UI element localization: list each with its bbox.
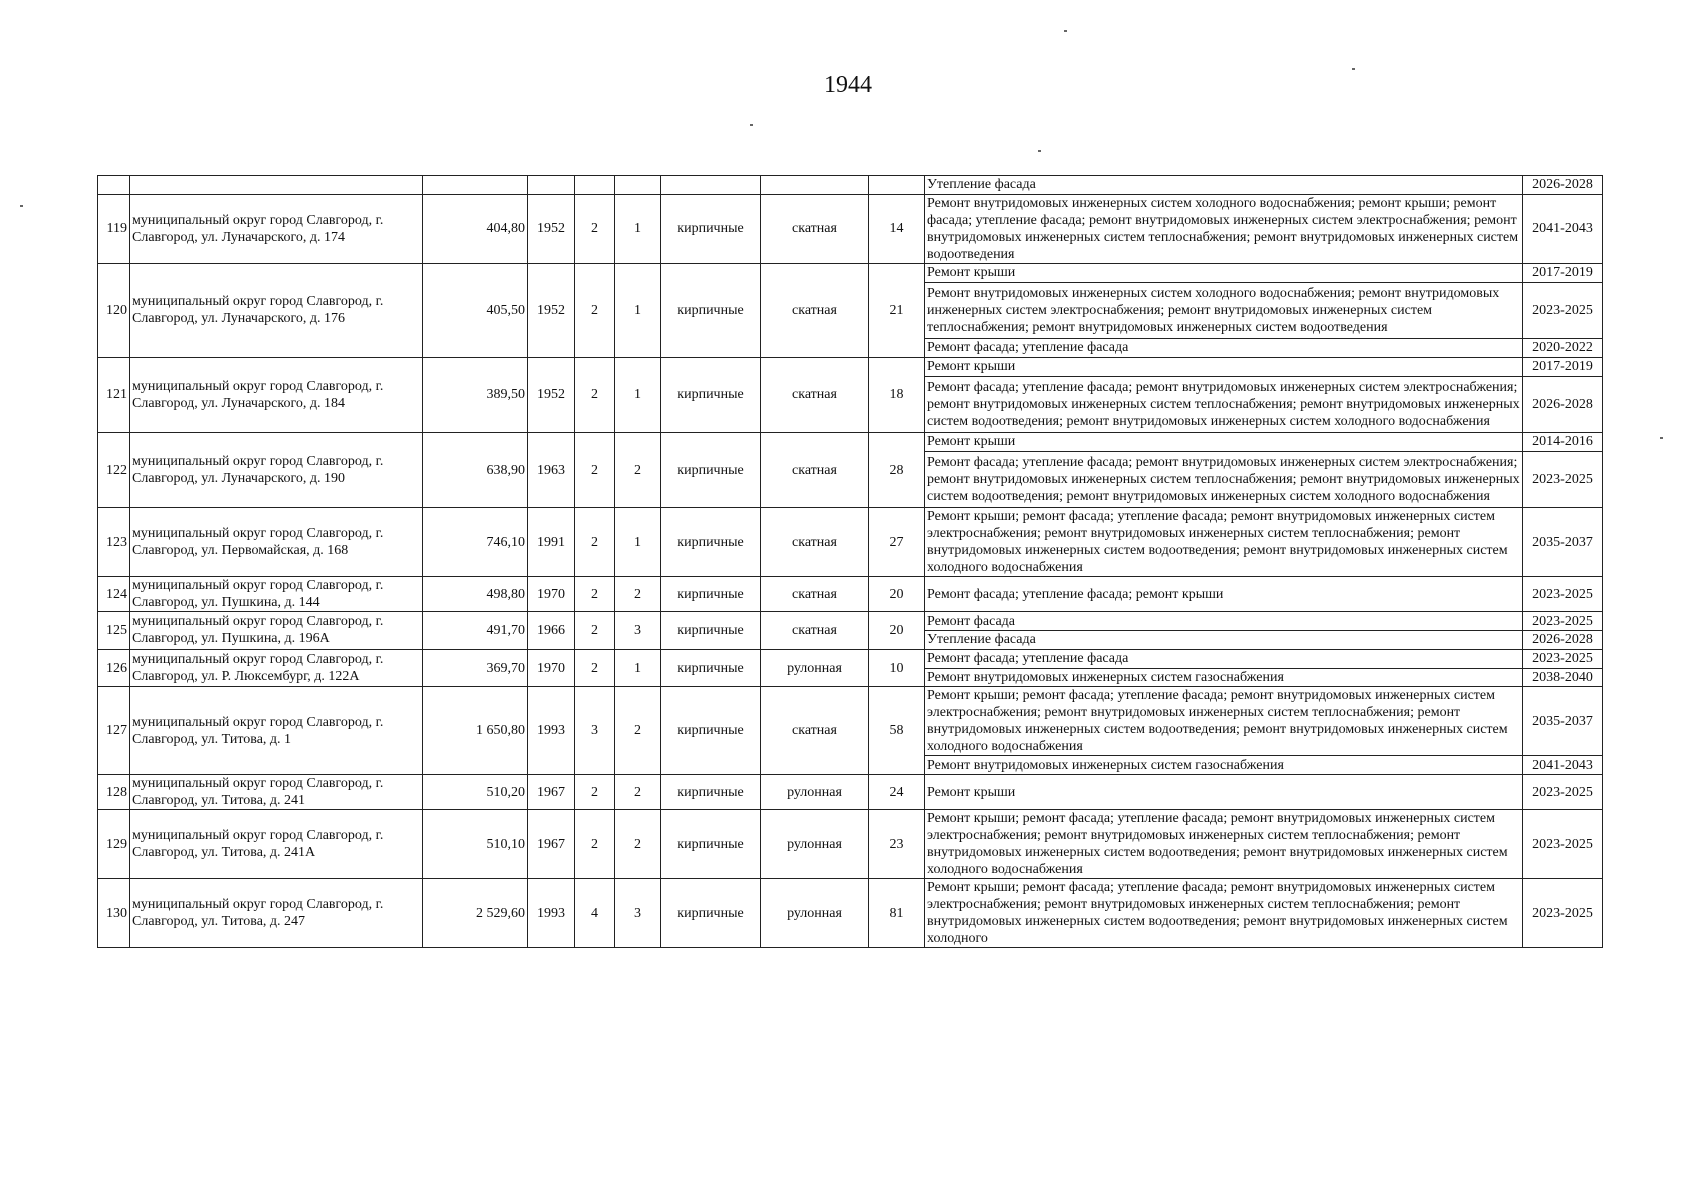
work-period: 2023-2025 — [1523, 775, 1603, 810]
work-period: 2023-2025 — [1523, 879, 1603, 948]
empty-cell — [869, 176, 925, 195]
row-number: 126 — [98, 649, 130, 687]
area-cell: 510,10 — [423, 810, 528, 879]
work-period: 2017-2019 — [1523, 357, 1603, 376]
floors-cell: 4 — [575, 879, 615, 948]
year-cell: 1993 — [528, 687, 575, 775]
row-number: 121 — [98, 357, 130, 432]
work-period: 2014-2016 — [1523, 432, 1603, 451]
wall-material-cell: кирпичные — [661, 508, 761, 577]
area-cell: 369,70 — [423, 649, 528, 687]
year-cell: 1963 — [528, 432, 575, 507]
table-row — [98, 357, 1603, 376]
table-row — [98, 263, 1603, 282]
area-cell: 510,20 — [423, 775, 528, 810]
apartments-cell: 14 — [869, 194, 925, 263]
area-cell: 491,70 — [423, 612, 528, 650]
floors-cell: 2 — [575, 810, 615, 879]
scan-speck — [20, 205, 23, 207]
wall-material-cell: кирпичные — [661, 577, 761, 612]
wall-material-cell: кирпичные — [661, 810, 761, 879]
address-cell: муниципальный округ город Славгород, г. Славгород, ул. Пушкина, д. 144 — [130, 577, 423, 612]
scan-speck — [1352, 68, 1355, 70]
entrances-cell: 2 — [615, 577, 661, 612]
row-number: 128 — [98, 775, 130, 810]
floors-cell: 2 — [575, 649, 615, 687]
table-row — [98, 194, 1603, 263]
floors-cell: 3 — [575, 687, 615, 775]
work-description: Утепление фасада — [925, 176, 1523, 195]
row-number: 122 — [98, 432, 130, 507]
row-number: 129 — [98, 810, 130, 879]
work-description: Ремонт крыши — [925, 263, 1523, 282]
entrances-cell: 3 — [615, 612, 661, 650]
area-cell: 638,90 — [423, 432, 528, 507]
work-description: Ремонт крыши — [925, 357, 1523, 376]
work-description: Утепление фасада — [925, 630, 1523, 649]
address-cell: муниципальный округ город Славгород, г. Славгород, ул. Титова, д. 241 — [130, 775, 423, 810]
table-row-continued — [98, 176, 1603, 195]
page-number: 1944 — [824, 72, 872, 98]
address-cell: муниципальный округ город Славгород, г. Славгород, ул. Титова, д. 241А — [130, 810, 423, 879]
roof-type-cell: скатная — [761, 687, 869, 775]
apartments-cell: 81 — [869, 879, 925, 948]
apartments-cell: 20 — [869, 612, 925, 650]
apartments-cell: 27 — [869, 508, 925, 577]
empty-cell — [761, 176, 869, 195]
work-description: Ремонт внутридомовых инженерных систем газоснабжения — [925, 756, 1523, 775]
area-cell: 405,50 — [423, 263, 528, 357]
apartments-cell: 10 — [869, 649, 925, 687]
entrances-cell: 1 — [615, 357, 661, 432]
floors-cell: 2 — [575, 432, 615, 507]
table-row — [98, 879, 1603, 948]
entrances-cell: 1 — [615, 649, 661, 687]
housing-repair-table — [97, 175, 1603, 948]
entrances-cell: 3 — [615, 879, 661, 948]
wall-material-cell: кирпичные — [661, 263, 761, 357]
address-cell: муниципальный округ город Славгород, г. Славгород, ул. Луначарского, д. 190 — [130, 432, 423, 507]
area-cell: 404,80 — [423, 194, 528, 263]
year-cell: 1993 — [528, 879, 575, 948]
roof-type-cell: рулонная — [761, 775, 869, 810]
apartments-cell: 20 — [869, 577, 925, 612]
roof-type-cell: скатная — [761, 357, 869, 432]
row-number: 127 — [98, 687, 130, 775]
table-row — [98, 649, 1603, 668]
floors-cell: 2 — [575, 263, 615, 357]
table-row — [98, 612, 1603, 631]
work-description: Ремонт внутридомовых инженерных систем холодного водоснабжения; ремонт внутридомовых инженерных систем электроснабжения; ремонт внутридомовых инженерных систем теплоснабжения; ремонт внутридомовых инженерных систем водоотведения — [925, 282, 1523, 338]
roof-type-cell: рулонная — [761, 879, 869, 948]
floors-cell: 2 — [575, 577, 615, 612]
table-row — [98, 432, 1603, 451]
work-period: 2041-2043 — [1523, 194, 1603, 263]
floors-cell: 2 — [575, 194, 615, 263]
scan-speck — [1660, 437, 1663, 439]
scan-speck — [1038, 150, 1041, 152]
work-period: 2035-2037 — [1523, 687, 1603, 756]
roof-type-cell: скатная — [761, 263, 869, 357]
work-period: 2023-2025 — [1523, 612, 1603, 631]
year-cell: 1952 — [528, 263, 575, 357]
floors-cell: 2 — [575, 612, 615, 650]
work-period: 2038-2040 — [1523, 668, 1603, 687]
table-row — [98, 810, 1603, 879]
empty-cell — [615, 176, 661, 195]
empty-cell — [130, 176, 423, 195]
table-row — [98, 577, 1603, 612]
row-number: 120 — [98, 263, 130, 357]
roof-type-cell: скатная — [761, 508, 869, 577]
row-number: 125 — [98, 612, 130, 650]
table-row — [98, 508, 1603, 577]
year-cell: 1970 — [528, 577, 575, 612]
work-description: Ремонт крыши — [925, 432, 1523, 451]
table-row — [98, 775, 1603, 810]
empty-cell — [528, 176, 575, 195]
apartments-cell: 21 — [869, 263, 925, 357]
floors-cell: 2 — [575, 357, 615, 432]
row-number: 119 — [98, 194, 130, 263]
work-period: 2026-2028 — [1523, 630, 1603, 649]
work-description: Ремонт внутридомовых инженерных систем холодного водоснабжения; ремонт крыши; ремонт фасада; утепление фасада; ремонт внутридомовых инженерных систем электроснабжения; ремонт внутридомовых инженерных систем теплоснабжения; ремонт внутридомовых инженерных систем водоотведения — [925, 194, 1523, 263]
work-period: 2020-2022 — [1523, 338, 1603, 357]
table-row — [98, 687, 1603, 756]
scan-speck — [750, 124, 753, 126]
area-cell: 746,10 — [423, 508, 528, 577]
work-period: 2023-2025 — [1523, 810, 1603, 879]
work-period: 2023-2025 — [1523, 577, 1603, 612]
area-cell: 498,80 — [423, 577, 528, 612]
work-period: 2035-2037 — [1523, 508, 1603, 577]
address-cell: муниципальный округ город Славгород, г. Славгород, ул. Луначарского, д. 184 — [130, 357, 423, 432]
entrances-cell: 2 — [615, 775, 661, 810]
floors-cell: 2 — [575, 508, 615, 577]
work-description: Ремонт фасада; утепление фасада — [925, 338, 1523, 357]
wall-material-cell: кирпичные — [661, 612, 761, 650]
year-cell: 1970 — [528, 649, 575, 687]
roof-type-cell: скатная — [761, 194, 869, 263]
address-cell: муниципальный округ город Славгород, г. Славгород, ул. Луначарского, д. 176 — [130, 263, 423, 357]
work-description: Ремонт крыши — [925, 775, 1523, 810]
empty-cell — [661, 176, 761, 195]
area-cell: 389,50 — [423, 357, 528, 432]
year-cell: 1966 — [528, 612, 575, 650]
work-description: Ремонт фасада; утепление фасада; ремонт крыши — [925, 577, 1523, 612]
roof-type-cell: скатная — [761, 577, 869, 612]
row-number: 130 — [98, 879, 130, 948]
address-cell: муниципальный округ город Славгород, г. Славгород, ул. Луначарского, д. 174 — [130, 194, 423, 263]
address-cell: муниципальный округ город Славгород, г. Славгород, ул. Р. Люксембург, д. 122А — [130, 649, 423, 687]
entrances-cell: 2 — [615, 687, 661, 775]
roof-type-cell: скатная — [761, 432, 869, 507]
work-period: 2041-2043 — [1523, 756, 1603, 775]
address-cell: муниципальный округ город Славгород, г. Славгород, ул. Первомайская, д. 168 — [130, 508, 423, 577]
year-cell: 1991 — [528, 508, 575, 577]
entrances-cell: 1 — [615, 194, 661, 263]
wall-material-cell: кирпичные — [661, 194, 761, 263]
work-period: 2026-2028 — [1523, 376, 1603, 432]
roof-type-cell: скатная — [761, 612, 869, 650]
wall-material-cell: кирпичные — [661, 432, 761, 507]
entrances-cell: 2 — [615, 432, 661, 507]
area-cell: 1 650,80 — [423, 687, 528, 775]
wall-material-cell: кирпичные — [661, 687, 761, 775]
empty-cell — [575, 176, 615, 195]
work-description: Ремонт крыши; ремонт фасада; утепление фасада; ремонт внутридомовых инженерных систем электроснабжения; ремонт внутридомовых инженерных систем теплоснабжения; ремонт внутридомовых инженерных систем водоотведения; ремонт внутридомовых инженерных систем холодного водоснабжения — [925, 810, 1523, 879]
work-description: Ремонт фасада; утепление фасада; ремонт внутридомовых инженерных систем электроснабжения; ремонт внутридомовых инженерных систем теплоснабжения; ремонт внутридомовых инженерных систем водоотведения; ремонт внутридомовых инженерных систем холодного водоснабжения — [925, 451, 1523, 507]
work-description: Ремонт крыши; ремонт фасада; утепление фасада; ремонт внутридомовых инженерных систем электроснабжения; ремонт внутридомовых инженерных систем теплоснабжения; ремонт внутридомовых инженерных систем водоотведения; ремонт внутридомовых инженерных систем холодного водоснабжения — [925, 508, 1523, 577]
scan-speck — [1064, 30, 1067, 32]
address-cell: муниципальный округ город Славгород, г. Славгород, ул. Титова, д. 1 — [130, 687, 423, 775]
entrances-cell: 2 — [615, 810, 661, 879]
work-description: Ремонт фасада; утепление фасада — [925, 649, 1523, 668]
work-period: 2023-2025 — [1523, 282, 1603, 338]
work-description: Ремонт фасада — [925, 612, 1523, 631]
work-description: Ремонт крыши; ремонт фасада; утепление фасада; ремонт внутридомовых инженерных систем электроснабжения; ремонт внутридомовых инженерных систем теплоснабжения; ремонт внутридомовых инженерных систем водоотведения; ремонт внутридомовых инженерных систем холодного водоснабжения — [925, 687, 1523, 756]
work-period: 2026-2028 — [1523, 176, 1603, 195]
wall-material-cell: кирпичные — [661, 649, 761, 687]
wall-material-cell: кирпичные — [661, 879, 761, 948]
empty-cell — [98, 176, 130, 195]
work-period: 2023-2025 — [1523, 451, 1603, 507]
year-cell: 1952 — [528, 194, 575, 263]
roof-type-cell: рулонная — [761, 649, 869, 687]
wall-material-cell: кирпичные — [661, 357, 761, 432]
row-number: 123 — [98, 508, 130, 577]
year-cell: 1952 — [528, 357, 575, 432]
apartments-cell: 18 — [869, 357, 925, 432]
entrances-cell: 1 — [615, 263, 661, 357]
work-description: Ремонт внутридомовых инженерных систем газоснабжения — [925, 668, 1523, 687]
apartments-cell: 24 — [869, 775, 925, 810]
address-cell: муниципальный округ город Славгород, г. Славгород, ул. Пушкина, д. 196А — [130, 612, 423, 650]
roof-type-cell: рулонная — [761, 810, 869, 879]
entrances-cell: 1 — [615, 508, 661, 577]
work-description: Ремонт фасада; утепление фасада; ремонт внутридомовых инженерных систем электроснабжения; ремонт внутридомовых инженерных систем теплоснабжения; ремонт внутридомовых инженерных систем водоотведения; ремонт внутридомовых инженерных систем холодного водоснабжения — [925, 376, 1523, 432]
work-period: 2023-2025 — [1523, 649, 1603, 668]
year-cell: 1967 — [528, 810, 575, 879]
row-number: 124 — [98, 577, 130, 612]
wall-material-cell: кирпичные — [661, 775, 761, 810]
work-period: 2017-2019 — [1523, 263, 1603, 282]
apartments-cell: 28 — [869, 432, 925, 507]
apartments-cell: 58 — [869, 687, 925, 775]
empty-cell — [423, 176, 528, 195]
apartments-cell: 23 — [869, 810, 925, 879]
address-cell: муниципальный округ город Славгород, г. Славгород, ул. Титова, д. 247 — [130, 879, 423, 948]
floors-cell: 2 — [575, 775, 615, 810]
year-cell: 1967 — [528, 775, 575, 810]
area-cell: 2 529,60 — [423, 879, 528, 948]
work-description: Ремонт крыши; ремонт фасада; утепление фасада; ремонт внутридомовых инженерных систем электроснабжения; ремонт внутридомовых инженерных систем теплоснабжения; ремонт внутридомовых инженерных систем водоотведения; ремонт внутридомовых инженерных систем холодного — [925, 879, 1523, 948]
